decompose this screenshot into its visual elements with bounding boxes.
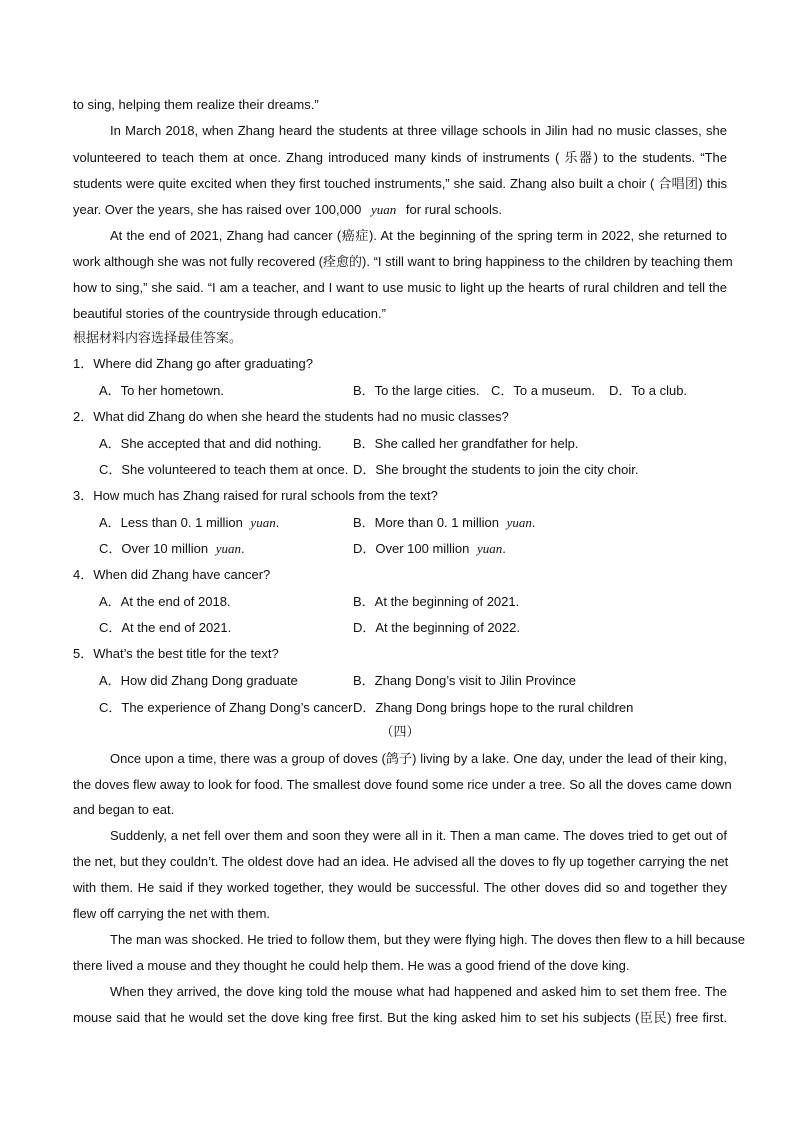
- period: .: [275, 515, 280, 530]
- paragraph-line: In March 2018, when Zhang heard the students at three village schools in Jilin had no music classes, she: [110, 123, 727, 138]
- option-b[interactable]: B．Zhang Dong’s visit to Jilin Province: [353, 673, 577, 688]
- option-c[interactable]: C．The experience of Zhang Dong’s cancer: [99, 700, 353, 715]
- option-d[interactable]: D．Zhang Dong brings hope to the rural children: [353, 700, 634, 715]
- option-c[interactable]: C．She volunteered to teach them at once.: [99, 462, 349, 477]
- paragraph-line: and began to eat.: [73, 802, 175, 817]
- currency-word: yuan: [250, 515, 276, 530]
- option-d[interactable]: D．At the beginning of 2022.: [353, 620, 520, 635]
- paragraph-line: work although she was not fully recovered (痊愈的). “I still want to bring happiness to the children by teaching them: [73, 254, 733, 269]
- paragraph-text: for rural schools.: [405, 202, 502, 217]
- question-stem: 2．What did Zhang do when she heard the students had no music classes?: [73, 409, 509, 424]
- paragraph-line: When they arrived, the dove king told the mouse what had happened and asked him to set them free. The: [110, 984, 727, 999]
- option-c[interactable]: [99, 541, 245, 557]
- instruction: 根据材料内容选择最佳答案。: [73, 330, 243, 345]
- period: .: [531, 515, 536, 530]
- option-b[interactable]: B．To the large cities.: [353, 383, 480, 398]
- question-stem: 1．Where did Zhang go after graduating?: [73, 356, 313, 371]
- paragraph-line: The man was shocked. He tried to follow them, but they were flying high. The doves then flew to a hill because: [110, 932, 745, 947]
- paragraph-line: the doves flew away to look for food. The smallest dove found some rice under a tree. So all the doves came down: [73, 777, 732, 792]
- paragraph-line: mouse said that he would set the dove king free first. But the king asked him to set his subjects (臣民) free first.: [73, 1010, 727, 1025]
- paragraph-text: year. Over the years, she has raised over 100,000: [73, 202, 362, 217]
- paragraph-line: the net, but they couldn’t. The oldest dove had an idea. He advised all the doves to fly up together carrying the net: [73, 854, 729, 869]
- option-d[interactable]: D．She brought the students to join the city choir.: [353, 462, 639, 477]
- question-stem: 4．When did Zhang have cancer?: [73, 567, 271, 582]
- period: .: [241, 541, 245, 556]
- option-d[interactable]: [353, 541, 506, 557]
- paragraph-line: At the end of 2021, Zhang had cancer (癌症). At the beginning of the spring term in 2022, she returned to: [110, 228, 727, 243]
- paragraph-line: students were quite excited when they first touched instruments,” she said. Zhang also built a choir ( 合唱团) this: [73, 176, 727, 191]
- option-c[interactable]: C．To a museum.: [491, 383, 596, 398]
- paragraph-line: with them. He said if they worked together, they would be successful. The other doves did so and together they: [73, 880, 727, 895]
- option-a[interactable]: [99, 515, 279, 531]
- paragraph-line: there lived a mouse and they thought he could help them. He was a good friend of the dove king.: [73, 958, 630, 973]
- currency-word: yuan: [370, 202, 397, 217]
- currency-word: yuan: [215, 541, 241, 556]
- paragraph-line: how to sing,” she said. “I am a teacher, and I want to use music to light up the hearts of rural children and tell the: [73, 280, 727, 295]
- paragraph-line: volunteered to teach them at once. Zhang introduced many kinds of instruments ( 乐器) to the students. “The: [73, 150, 727, 165]
- option-b[interactable]: [353, 515, 535, 531]
- option-a[interactable]: A．To her hometown.: [99, 383, 225, 398]
- section-heading: （四）: [380, 724, 420, 739]
- option-b[interactable]: B．She called her grandfather for help.: [353, 436, 579, 451]
- paragraph-line: [73, 202, 502, 218]
- option-a[interactable]: A．She accepted that and did nothing.: [99, 436, 322, 451]
- option-text: A．Less than 0. 1 million: [99, 515, 243, 530]
- paragraph-line: flew off carrying the net with them.: [73, 906, 271, 921]
- question-stem: 5．What’s the best title for the text?: [73, 646, 279, 661]
- currency-word: yuan: [476, 541, 503, 556]
- option-text: C．Over 10 million: [99, 541, 209, 556]
- question-stem: 3．How much has Zhang raised for rural schools from the text?: [73, 488, 438, 503]
- paragraph-continuation: to sing, helping them realize their dreams.”: [73, 97, 319, 112]
- option-d[interactable]: D．To a club.: [609, 383, 688, 398]
- option-a[interactable]: A．At the end of 2018.: [99, 594, 231, 609]
- option-b[interactable]: B．At the beginning of 2021.: [353, 594, 520, 609]
- option-text: B．More than 0. 1 million: [353, 515, 499, 530]
- paragraph-line: Suddenly, a net fell over them and soon they were all in it. Then a man came. The doves tried to get out of: [110, 828, 727, 843]
- currency-word: yuan: [506, 515, 532, 530]
- option-text: D．Over 100 million: [353, 541, 470, 556]
- option-a[interactable]: A．How did Zhang Dong graduate: [99, 673, 298, 688]
- period: .: [502, 541, 506, 556]
- option-c[interactable]: C．At the end of 2021.: [99, 620, 232, 635]
- paragraph-line: beautiful stories of the countryside through education.”: [73, 306, 386, 321]
- paragraph-line: Once upon a time, there was a group of doves (鸽子) living by a lake. One day, under the lead of their king,: [110, 751, 727, 766]
